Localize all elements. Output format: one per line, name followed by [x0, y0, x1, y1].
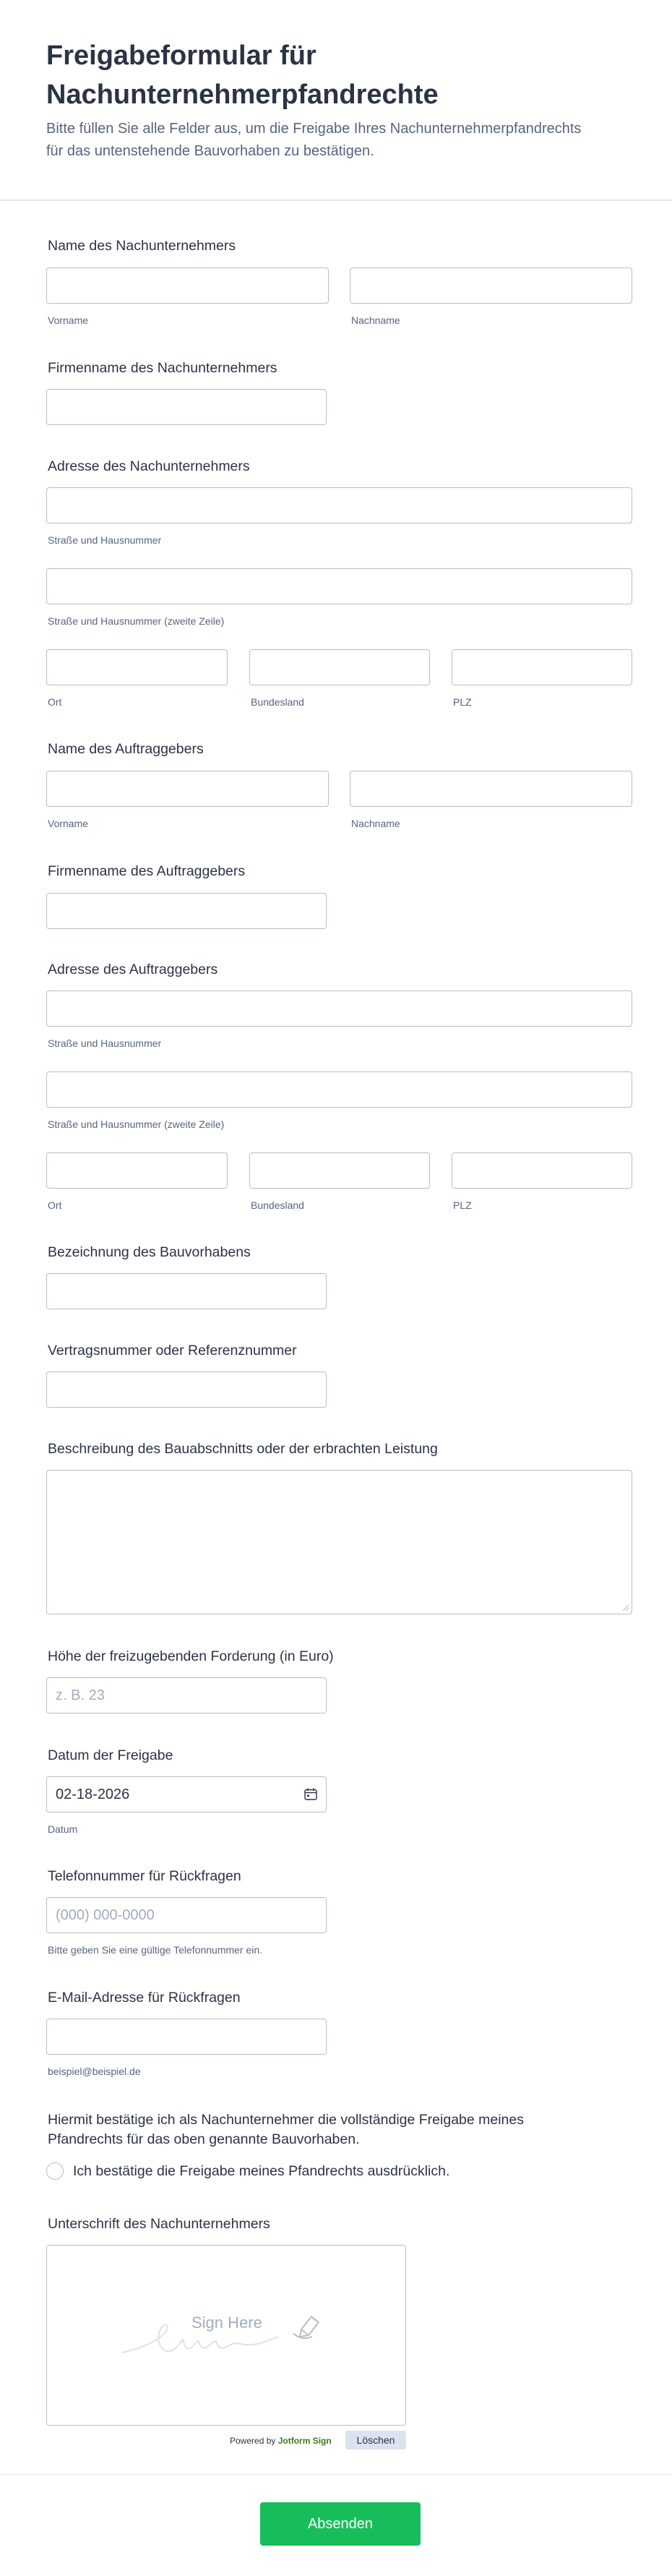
phone-label: Telefonnummer für Rückfragen [48, 1868, 241, 1884]
submit-button[interactable]: Absenden [260, 2502, 421, 2546]
client-address-label: Adresse des Auftraggebers [48, 962, 218, 977]
project-label: Bezeichnung des Bauvorhabens [48, 1244, 251, 1260]
amount-input[interactable] [46, 1677, 327, 1713]
resize-handle-icon[interactable] [622, 1604, 629, 1612]
contractor-first-name-sublabel: Vorname [48, 314, 89, 326]
date-sublabel: Datum [48, 1823, 78, 1835]
client-zip-input[interactable] [452, 1152, 632, 1189]
contractor-street-sublabel: Straße und Hausnummer [48, 534, 162, 546]
contractor-name-label: Name des Nachunternehmers [48, 238, 236, 254]
contractor-street2-input[interactable] [46, 568, 632, 604]
contractor-street2-sublabel: Straße und Hausnummer (zweite Zeile) [48, 615, 225, 627]
calendar-icon[interactable] [304, 1788, 317, 1800]
client-city-sublabel: Ort [48, 1199, 62, 1211]
footer-divider [0, 2474, 672, 2475]
contractor-first-name-input[interactable] [46, 268, 329, 304]
date-input[interactable] [46, 1776, 327, 1813]
amount-label: Höhe der freizugebenden Forderung (in Euro) [48, 1648, 334, 1664]
phone-input[interactable] [46, 1897, 327, 1933]
signature-label: Unterschrift des Nachunternehmers [48, 2216, 270, 2232]
pen-icon [291, 2312, 322, 2342]
description-textarea[interactable] [46, 1470, 632, 1614]
client-first-name-input[interactable] [46, 771, 329, 807]
confirmation-option-label[interactable]: Ich bestätige die Freigabe meines Pfandrechts ausdrücklich. [73, 2163, 450, 2179]
powered-by-prefix: Powered by [230, 2436, 276, 2446]
signature-hint: Sign Here [191, 2314, 262, 2332]
phone-sublabel: Bitte geben Sie eine gültige Telefonnummer ein. [48, 1944, 263, 1956]
email-sublabel: beispiel@beispiel.de [48, 2066, 141, 2077]
email-label: E-Mail-Adresse für Rückfragen [48, 1990, 241, 2006]
client-last-name-sublabel: Nachname [351, 818, 400, 829]
contractor-address-label: Adresse des Nachunternehmers [48, 458, 250, 474]
client-state-input[interactable] [249, 1152, 430, 1189]
contractor-state-sublabel: Bundesland [251, 696, 304, 708]
client-street-input[interactable] [46, 990, 632, 1027]
client-street2-sublabel: Straße und Hausnummer (zweite Zeile) [48, 1118, 225, 1130]
form-title-line2: Nachunternehmerpfandrechte [46, 80, 439, 110]
client-city-input[interactable] [46, 1152, 228, 1189]
clear-signature-button[interactable]: Löschen [345, 2431, 406, 2449]
confirmation-label-line1: Hiermit bestätige ich als Nachunternehmer die vollständige Freigabe meines [48, 2112, 525, 2128]
client-zip-sublabel: PLZ [453, 1199, 472, 1211]
contractor-zip-input[interactable] [452, 649, 632, 685]
contractor-state-input[interactable] [249, 649, 430, 685]
powered-by [230, 2435, 332, 2447]
contractor-city-input[interactable] [46, 649, 228, 685]
date-label: Datum der Freigabe [48, 1747, 173, 1763]
contractor-street-input[interactable] [46, 487, 632, 523]
form-title-line1: Freigabeformular für [46, 40, 316, 71]
client-last-name-input[interactable] [350, 771, 632, 807]
contractor-zip-sublabel: PLZ [453, 696, 472, 708]
client-street-sublabel: Straße und Hausnummer [48, 1037, 162, 1049]
contractor-last-name-sublabel: Nachname [351, 314, 400, 326]
email-input[interactable] [46, 2019, 327, 2055]
client-company-label: Firmenname des Auftraggebers [48, 863, 246, 879]
form-subtitle-line1: Bitte füllen Sie alle Felder aus, um die Freigabe Ihres Nachunternehmerpfandrechts [46, 121, 582, 137]
contract-number-input[interactable] [46, 1372, 327, 1408]
contractor-company-input[interactable] [46, 389, 327, 425]
contractor-city-sublabel: Ort [48, 696, 62, 708]
date-value: 02-18-2026 [56, 1786, 130, 1802]
signature-pad[interactable] [46, 2245, 406, 2426]
confirmation-label-line2: Pfandrechts für das oben genannte Bauvorhaben. [48, 2131, 360, 2147]
contract-number-label: Vertragsnummer oder Referenznummer [48, 1343, 297, 1358]
confirmation-radio[interactable] [46, 2162, 64, 2180]
header-divider [0, 200, 672, 201]
description-label: Beschreibung des Bauabschnitts oder der erbrachten Leistung [48, 1441, 438, 1457]
client-first-name-sublabel: Vorname [48, 818, 89, 829]
client-state-sublabel: Bundesland [251, 1199, 304, 1211]
client-name-label: Name des Auftraggebers [48, 741, 204, 757]
contractor-last-name-input[interactable] [350, 268, 632, 304]
form-subtitle-line2: für das untenstehende Bauvorhaben zu bestätigen. [46, 143, 374, 159]
client-company-input[interactable] [46, 893, 327, 929]
contractor-company-label: Firmenname des Nachunternehmers [48, 360, 277, 376]
client-street2-input[interactable] [46, 1071, 632, 1108]
project-input[interactable] [46, 1273, 327, 1309]
powered-by-brand: Jotform Sign [277, 2436, 332, 2446]
